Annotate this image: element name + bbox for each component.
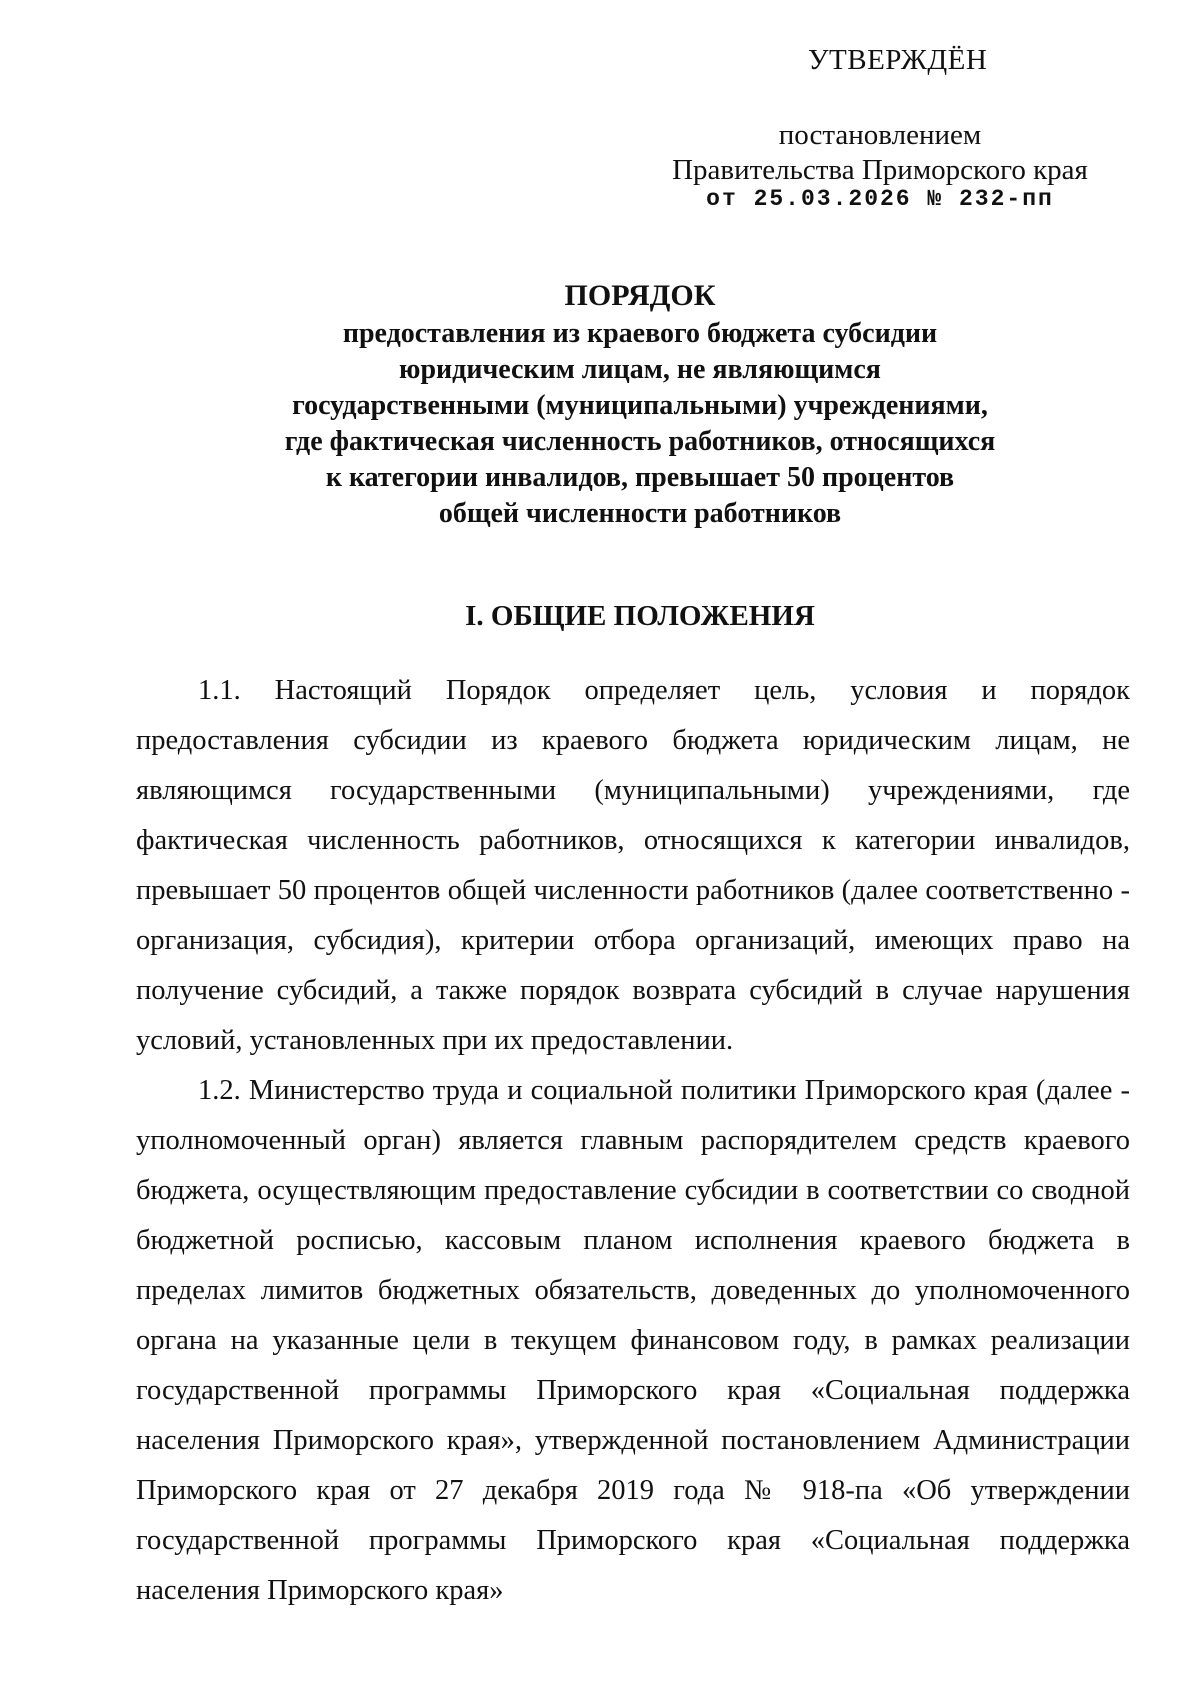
approval-line-government: Правительства Приморского края [672, 154, 1088, 186]
approval-block [640, 118, 1120, 188]
document-subtitle: предоставления из краевого бюджета субсидии юридическим лицам, не являющимся государственными (муниципальными) учреждениями, где фактическая численность работников, относящихся к категории инвалидов, превышает 50 процентов общей численности работников [284, 318, 996, 529]
section-heading: I. ОБЩИЕ ПОЛОЖЕНИЯ [465, 600, 815, 632]
approval-line-decree: постановлением [778, 119, 982, 151]
document-body [136, 666, 1130, 1616]
approval-heading: УТВЕРЖДЁН [808, 44, 988, 76]
document-title-block [150, 278, 1130, 532]
document-title: ПОРЯДОК [564, 279, 716, 312]
approval-date-number-stamp: от 25.03.2026 № 232-пп [706, 186, 1054, 212]
paragraph-1-1: 1.1. Настоящий Порядок определяет цель, условия и порядок предоставления субсидии из краевого бюджета юридическим лицам, не являющимся государственными (муниципальными) учреждениями, где фактическая численность работников, относящихся к категории инвалидов, превышает 50 процентов общей численности работников (далее соответственно - организация, субсидия), критерии отбора организаций, имеющих право на получение субсидий, а также порядок возврата субсидий в случае нарушения условий, установленных при их предоставлении. [136, 675, 1130, 1056]
paragraph-1-2: 1.2. Министерство труда и социальной политики Приморского края (далее - уполномоченный орган) является главным распорядителем средств краевого бюджета, осуществляющим предоставление субсидии в соответствии со сводной бюджетной росписью, кассовым планом исполнения краевого бюджета в пределах лимитов бюджетных обязательств, доведенных до уполномоченного органа на указанные цели в текущем финансовом году, в рамках реализации государственной программы Приморского края «Социальная поддержка населения Приморского края», утвержденной постановлением Администрации Приморского края от 27 декабря 2019 года № 918-па «Об утверждении государственной программы Приморского края «Социальная поддержка населения Приморского края» [136, 1075, 1130, 1606]
